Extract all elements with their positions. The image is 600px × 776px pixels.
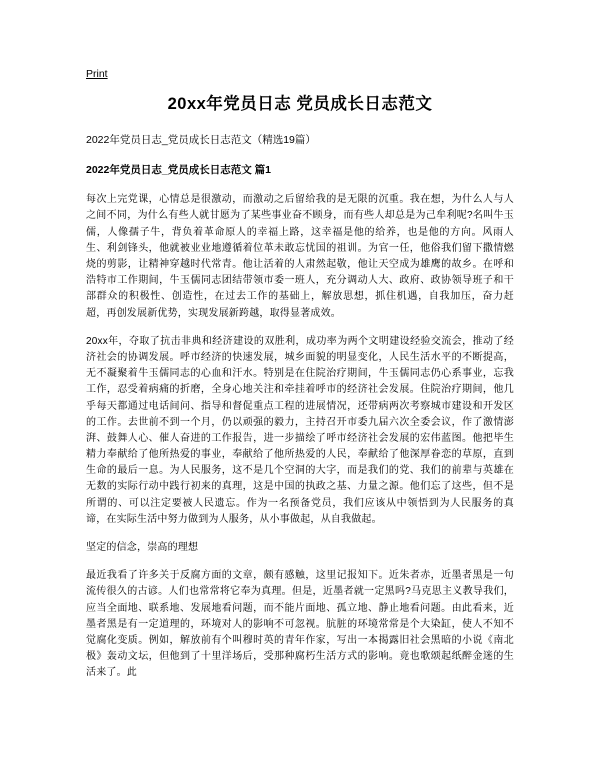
document-section-heading: 2022年党员日志_党员成长日志范文 篇1 bbox=[86, 163, 271, 176]
document-subtitle: 2022年党员日志_党员成长日志范文（精选19篇） bbox=[86, 133, 316, 146]
paragraph: 20xx年，夺取了抗击非典和经济建设的双胜利，成功率为两个文明建设经验交流会，推动了经济社会的协调发展。呼市经济的快速发展，城乡面貌的明显变化，人民生活水平的不断提高，无不凝聚着牛玉儒同志的心血和汗水。特别是在住院治疗期间，牛玉儒同志仍心系事业，忘我工作，忍受着病痛的折磨，全身心地关注和牵挂着呼市的经济社会发展。住院治疗期间，他几乎每天都通过电话间问、指导和督促重点工程的进展情况，还带病两次考察城市建设和开发区的工作。去世前不到一个月，仍以顽强的毅力，主持召开市委九届六次全委会议，作了激情澎湃、鼓舞人心、催人奋进的工作报告，进一步描绘了呼市经济社会发展的宏伟蓝图。他把毕生精力奉献给了他所热爱的事业，奉献给了他所热爱的人民，奉献给了他深厚眷恋的草原，直到生命的最后一息。为人民服务，这不是几个空洞的大字，而是我们的党、我们的前辈与英雄在无数的实际行动中践行初来的真理，这是中国的执政之基、力量之源。他们忘了这些，但不是所谓的、可以注定要被人民遗忘。作为一名预备党员，我们应该从中领悟到为人民服务的真谛，在实际生活中努力做到为人服务，从小事做起，从自我做起。 bbox=[86, 335, 514, 525]
print-button[interactable]: Print bbox=[86, 68, 108, 80]
document-body bbox=[86, 92, 514, 694]
paragraph: 坚定的信念，崇高的理想 bbox=[86, 542, 199, 553]
paragraph: 每次上完党课，心情总是很激动，而激动之后留给我的是无限的沉重。我在想，为什么人与人之间不同，为什么有些人就甘愿为了某些事业奋不顾身，而有些人却总是为己牟利呢?名叫牛玉儒，人像孺子牛，背负着革命原人的幸福上路，这幸福是他的给养，也是他的方向。风雨人生、利剑锋头，他就被业业地遵循着位革未敢忘忧国的祖训。为官一任，他俗我们留下撒情燃烧的剪影，让精神穿越时代常青。他让活着的人肃然起敬，他让天空成为雄鹰的故乡。在呼和浩特市工作期间，牛玉儒同志团结带领市委一班人，充分调动人大、政府、政协领导班子和干部群众的积极性、创造性，在过去工作的基础上，解放思想，抓住机遇，自我加压，奋力赶超，再创发展新优势，实现发展新跨越，取得显著成效。 bbox=[86, 194, 514, 319]
paragraph: 最近我看了许多关于反腐方面的文章，颇有感触，这里记报知下。近朱者赤，近墨者黑是一句流传很久的古谚。人们也常常将它奉为真理。但是，近墨者就一定黑吗?马克思主义教导我们，应当全面地、联系地、发展地看问题，而不能片面地、孤立地、静止地看问题。由此看来，近墨者黑是有一定道理的，环境对人的影响不可忽视。肮脏的环境常常是个大染缸，使人不知不觉腐化变质。例如，解放前有个叫穆时英的青年作家，写出一本揭露旧社会黑暗的小说《南北极》轰动文坛，但他到了十里洋场后，受那种腐朽生活方式的影响。竟也歌颂起纸醉金迷的生活来了。此 bbox=[86, 570, 514, 679]
page-title: 20xx年党员日志 党员成长日志范文 bbox=[167, 95, 433, 113]
